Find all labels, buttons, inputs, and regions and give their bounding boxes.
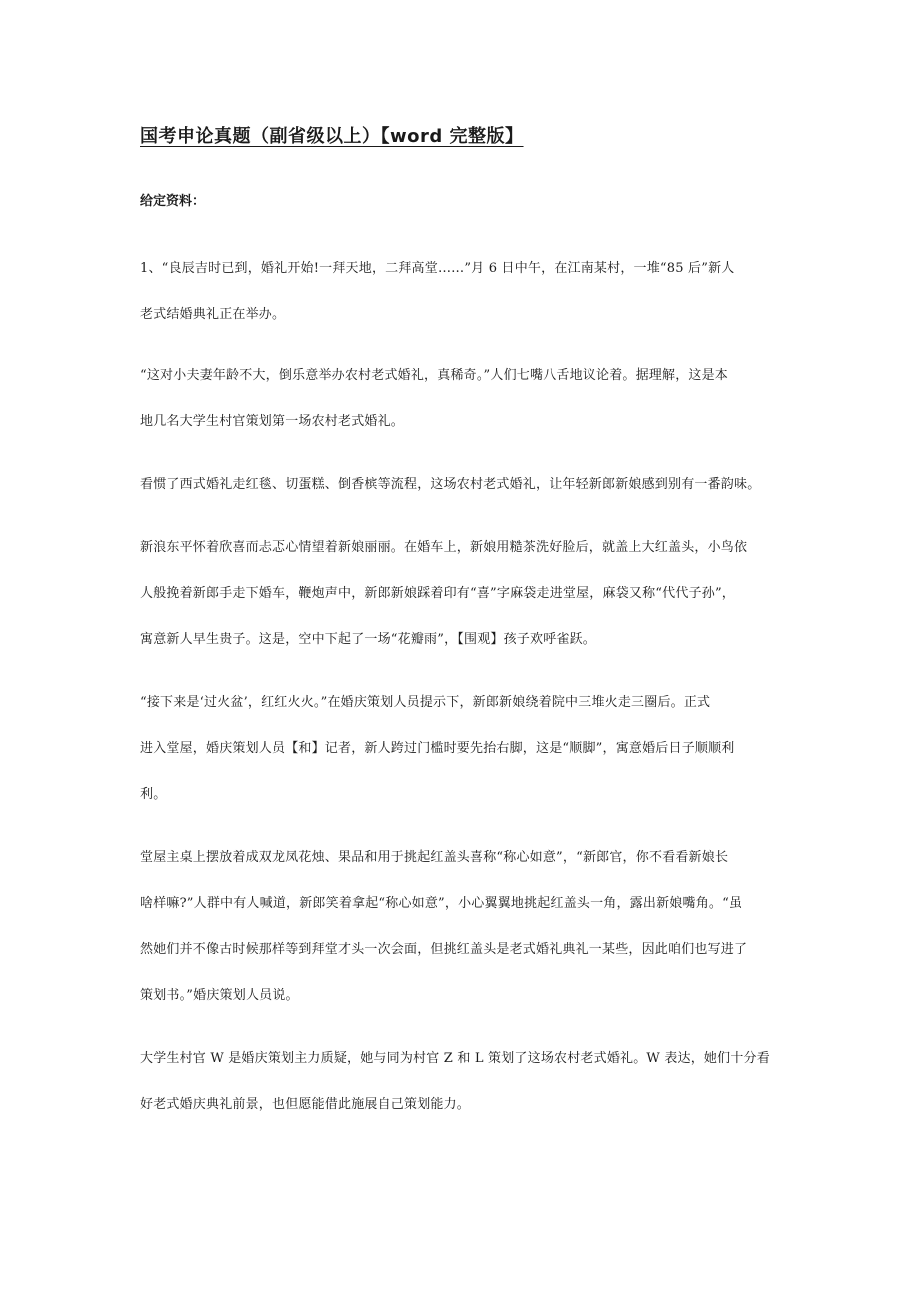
paragraph-7 bbox=[140, 1036, 780, 1128]
paragraph-2 bbox=[140, 353, 780, 445]
paragraph-line: 啥样嘛?”人群中有人喊道，新郎笑着拿起“称心如意”，小心翼翼地挑起红盖头一角，露出新娘嘴角。“虽 bbox=[140, 896, 743, 911]
paragraph-line: 然她们并不像古时候那样等到拜堂才头一次会面，但挑红盖头是老式婚礼典礼一某些，因此咱们也写进了 bbox=[140, 942, 748, 957]
paragraph-line: 堂屋主桌上摆放着成双龙凤花烛、果品和用于挑起红盖头喜称“称心如意”，“新郎官，你不看看新娘长 bbox=[140, 850, 729, 865]
paragraph-line: 进入堂屋，婚庆策划人员【和】记者，新人跨过门槛时要先抬右脚，这是“顺脚”，寓意婚后日子顺顺利 bbox=[140, 741, 735, 756]
paragraph-1 bbox=[140, 246, 780, 338]
paragraph-line: 老式结婚典礼正在举办。 bbox=[140, 307, 286, 322]
paragraph-line: 寓意新人早生贵子。这是，空中下起了一场“花瓣雨”，【围观】孩子欢呼雀跃。 bbox=[140, 632, 596, 647]
paragraph-line: 人般挽着新郎手走下婚车，鞭炮声中，新郎新娘踩着印有“喜”字麻袋走进堂屋，麻袋又称“代代子孙”， bbox=[140, 586, 735, 601]
paragraph-line: 利。 bbox=[140, 787, 167, 802]
paragraph-line: 看惯了西式婚礼走红毯、切蛋糕、倒香槟等流程，这场农村老式婚礼，让年轻新郎新娘感到别有一番韵味。 bbox=[140, 477, 761, 492]
paragraph-line: 新浪东平怀着欣喜而忐忑心情望着新娘丽丽。在婚车上，新娘用糙茶洗好脸后，就盖上大红盖头，小鸟依 bbox=[140, 540, 748, 555]
document-title: 国考申论真题（副省级以上）【word 完整版】 bbox=[140, 126, 524, 147]
paragraph-3 bbox=[140, 462, 780, 508]
paragraph-line: 好老式婚庆典礼前景，也但愿能借此施展自己策划能力。 bbox=[140, 1097, 471, 1112]
paragraph-line: 地几名大学生村官策划第一场农村老式婚礼。 bbox=[140, 414, 405, 429]
paragraph-6 bbox=[140, 835, 780, 1019]
paragraph-5 bbox=[140, 680, 780, 818]
paragraph-4 bbox=[140, 525, 780, 663]
paragraph-line: “这对小夫妻年龄不大，倒乐意举办农村老式婚礼，真稀奇。”人们七嘴八舌地议论着。据理解，这是本 bbox=[140, 368, 728, 383]
section-label-given-materials: 给定资料： bbox=[140, 194, 206, 209]
paragraph-line: 1、“良辰吉时已到，婚礼开始!一拜天地，二拜高堂……”月 6 日中午，在江南某村，一堆“85 后”新人 bbox=[140, 261, 735, 276]
paragraph-line: 大学生村官 W 是婚庆策划主力质疑，她与同为村官 Z 和 L 策划了这场农村老式婚礼。W 表达，她们十分看 bbox=[140, 1051, 770, 1066]
paragraph-line: 策划书。”婚庆策划人员说。 bbox=[140, 988, 299, 1003]
paragraph-line: “接下来是‘过火盆’，红红火火。”在婚庆策划人员提示下，新郎新娘绕着院中三堆火走三圈后。正式 bbox=[140, 695, 711, 710]
